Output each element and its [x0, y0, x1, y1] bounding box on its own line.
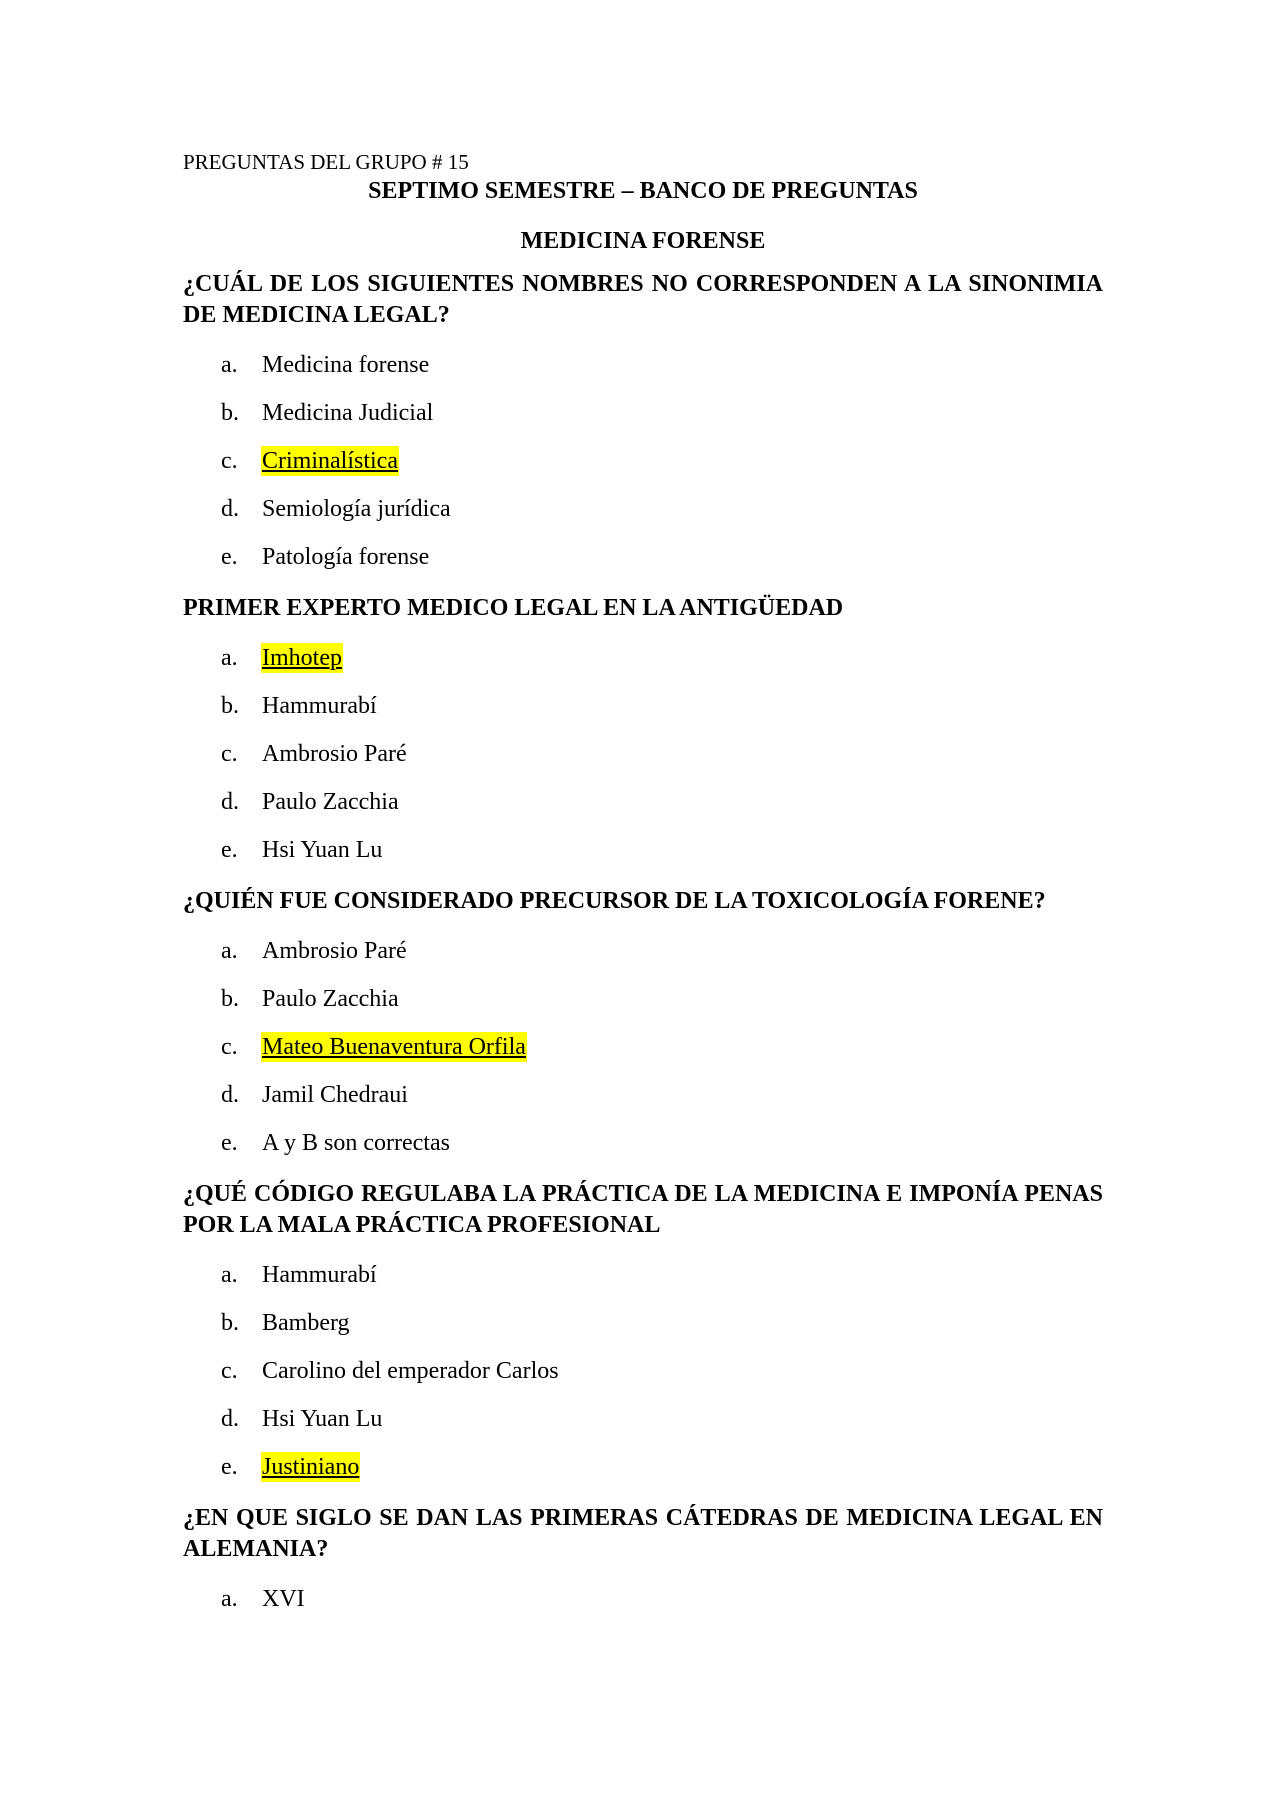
option-text: Bamberg — [262, 1310, 350, 1336]
option-item — [183, 730, 1103, 778]
option-item — [183, 1575, 1103, 1623]
correct-answer-highlight: Mateo Buenaventura Orfila — [262, 1034, 526, 1060]
option-letter: a. — [221, 645, 238, 671]
question-block-5 — [183, 1503, 1103, 1623]
option-item — [183, 1347, 1103, 1395]
option-text: Paulo Zacchia — [262, 789, 399, 815]
option-item — [183, 533, 1103, 581]
option-text: Ambrosio Paré — [262, 741, 407, 767]
option-text: A y B son correctas — [262, 1130, 450, 1156]
option-letter: b. — [221, 400, 239, 426]
option-item — [183, 389, 1103, 437]
option-item — [183, 1119, 1103, 1167]
option-letter: a. — [221, 352, 238, 378]
option-item — [183, 682, 1103, 730]
option-item — [183, 1071, 1103, 1119]
option-item — [183, 634, 1103, 682]
option-text: Medicina Judicial — [262, 400, 434, 426]
option-item — [183, 778, 1103, 826]
question-block-3 — [183, 886, 1103, 1167]
option-text: Semiología jurídica — [262, 496, 451, 522]
option-item — [183, 1299, 1103, 1347]
subject-title: MEDICINA FORENSE — [520, 228, 766, 254]
question-block-1 — [183, 269, 1103, 581]
option-text: Hammurabí — [262, 1262, 377, 1288]
option-letter: a. — [221, 1586, 238, 1612]
option-item — [183, 1395, 1103, 1443]
question-block-4 — [183, 1179, 1103, 1491]
option-item — [183, 1023, 1103, 1071]
options-list — [183, 1251, 1103, 1491]
option-letter: e. — [221, 1454, 238, 1480]
correct-answer-highlight: Imhotep — [262, 645, 342, 671]
question-text: ¿QUÉ CÓDIGO REGULABA LA PRÁCTICA DE LA MEDICINA E IMPONÍA PENAS POR LA MALA PRÁCTICA PROFESIONAL — [183, 1181, 1103, 1238]
option-letter: b. — [221, 1310, 239, 1336]
options-list — [183, 927, 1103, 1167]
option-letter: e. — [221, 1130, 238, 1156]
option-text: Hsi Yuan Lu — [262, 837, 383, 863]
option-text: XVI — [262, 1586, 305, 1612]
correct-answer-highlight: Criminalística — [262, 448, 398, 474]
document-body — [183, 148, 1103, 1623]
options-list — [183, 341, 1103, 581]
option-text: Paulo Zacchia — [262, 986, 399, 1012]
option-letter: b. — [221, 986, 239, 1012]
options-list — [183, 634, 1103, 874]
option-letter: c. — [221, 448, 238, 474]
option-text: Hammurabí — [262, 693, 377, 719]
question-block-2 — [183, 593, 1103, 874]
option-item — [183, 437, 1103, 485]
option-text: Patología forense — [262, 544, 430, 570]
correct-answer-highlight: Justiniano — [262, 1454, 360, 1480]
option-letter: c. — [221, 1034, 238, 1060]
option-letter: e. — [221, 544, 238, 570]
question-text: ¿CUÁL DE LOS SIGUIENTES NOMBRES NO CORRESPONDEN A LA SINONIMIA DE MEDICINA LEGAL? — [183, 271, 1103, 328]
question-text: ¿QUIÉN FUE CONSIDERADO PRECURSOR DE LA TOXICOLOGÍA FORENE? — [183, 888, 1046, 914]
option-letter: a. — [221, 1262, 238, 1288]
option-letter: b. — [221, 693, 239, 719]
option-letter: d. — [221, 1082, 239, 1108]
option-letter: d. — [221, 789, 239, 815]
option-item — [183, 341, 1103, 389]
option-text: Hsi Yuan Lu — [262, 1406, 383, 1432]
option-item — [183, 927, 1103, 975]
option-letter: c. — [221, 741, 238, 767]
group-label: PREGUNTAS DEL GRUPO # 15 — [183, 150, 469, 174]
option-item — [183, 1443, 1103, 1491]
option-text: Jamil Chedraui — [262, 1082, 408, 1108]
option-item — [183, 485, 1103, 533]
question-text: PRIMER EXPERTO MEDICO LEGAL EN LA ANTIGÜEDAD — [183, 595, 844, 621]
option-item — [183, 826, 1103, 874]
option-letter: c. — [221, 1358, 238, 1384]
option-letter: a. — [221, 938, 238, 964]
option-text: Carolino del emperador Carlos — [262, 1358, 559, 1384]
question-text: ¿EN QUE SIGLO SE DAN LAS PRIMERAS CÁTEDRAS DE MEDICINA LEGAL EN ALEMANIA? — [183, 1505, 1103, 1562]
option-letter: d. — [221, 496, 239, 522]
options-list — [183, 1575, 1103, 1623]
document-title: SEPTIMO SEMESTRE – BANCO DE PREGUNTAS — [368, 178, 918, 204]
option-text: Medicina forense — [262, 352, 430, 378]
option-item — [183, 975, 1103, 1023]
option-letter: d. — [221, 1406, 239, 1432]
option-text: Ambrosio Paré — [262, 938, 407, 964]
option-item — [183, 1251, 1103, 1299]
option-letter: e. — [221, 837, 238, 863]
